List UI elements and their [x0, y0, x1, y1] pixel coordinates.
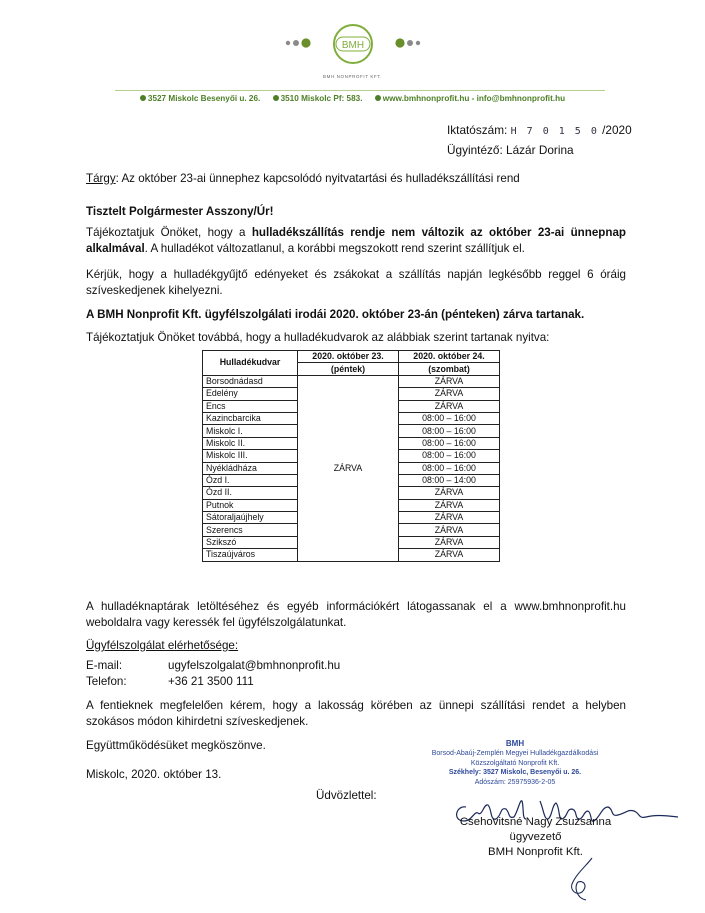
phone-label: Telefon: — [86, 675, 127, 688]
yard-name: Miskolc III. — [203, 450, 298, 462]
yard-name: Encs — [203, 400, 298, 412]
yard-name: Borsodnádasd — [203, 375, 298, 387]
document-meta — [447, 121, 632, 159]
yard-name: Szerencs — [203, 524, 298, 536]
header-contacts — [0, 94, 705, 103]
phone-value: +36 21 3500 111 — [168, 675, 254, 688]
saturday-hours: ZÁRVA — [399, 549, 500, 561]
subject-label: Tárgy — [86, 172, 116, 185]
saturday-hours: 08:00 – 16:00 — [399, 462, 500, 474]
header-divider — [115, 90, 605, 91]
company-stamp — [400, 739, 630, 788]
yard-name: Tiszaújváros — [203, 549, 298, 561]
subject-text: : Az október 23-ai ünnephez kapcsolódó nyitvatartási és hulladékszállítási rend — [115, 172, 520, 185]
saturday-hours: 08:00 – 16:00 — [399, 425, 500, 437]
ref-label: Iktatószám: — [447, 123, 508, 137]
service-heading-text: Ügyfélszolgálat elérhetősége: — [86, 639, 239, 652]
ref-number-handwritten: H 7 0 1 5 0 — [510, 126, 599, 137]
clerk-label: Ügyintéző: — [447, 143, 503, 157]
saturday-hours: ZÁRVA — [399, 388, 500, 400]
logo-text: BMH — [341, 40, 365, 51]
paragraph-office-closed: A BMH Nonprofit Kft. ügyfélszolgálati irodái 2020. október 23-án (pénteken) zárva tartanak. — [86, 308, 585, 321]
col-header-fri: 2020. október 23. — [298, 351, 399, 363]
contact-pobox: 3510 Miskolc Pf: 583. — [280, 94, 363, 103]
greeting: Üdvözlettel: — [316, 789, 377, 802]
yard-name: Sátoraljaújhely — [203, 512, 298, 524]
signatory-name: Csehovitsné Nagy Zsuzsanna — [459, 816, 612, 828]
stamp-line: Adószám: 25975936-2-05 — [474, 779, 556, 787]
stamp-line: Borsod-Abaúj-Zemplén Megyei Hulladékgazdálkodási — [431, 749, 599, 757]
service-heading — [86, 638, 626, 654]
email-label: E-mail: — [86, 659, 123, 672]
saturday-hours: 08:00 – 16:00 — [399, 437, 500, 449]
saturday-hours: ZÁRVA — [399, 375, 500, 387]
email-value[interactable]: ugyfelszolgalat@bmhnonprofit.hu — [168, 659, 341, 672]
paragraph-containers: Kérjük, hogy a hulladékgyűjtő edényeket és zsákokat a szállítás napján legkésőbb reggel 6 óráig szíveskedjenek kihelyezni. — [86, 268, 626, 297]
saturday-hours: 08:00 – 14:00 — [399, 474, 500, 486]
saturday-hours: 08:00 – 16:00 — [399, 412, 500, 424]
place-date: Miskolc, 2020. október 13. — [86, 768, 222, 781]
saturday-hours: ZÁRVA — [399, 512, 500, 524]
yard-name: Szikszó — [203, 536, 298, 548]
yard-name: Ózd II. — [203, 487, 298, 499]
clerk-name: Lázár Dorina — [506, 143, 574, 157]
signatory-block — [448, 815, 623, 860]
stamp-line: Közszolgáltató Nonprofit Kft. — [470, 759, 560, 767]
para1-post: . A hulladékot változatlanul, a korábbi megszokott rend szerint szállítjuk el. — [144, 241, 525, 255]
bullet-icon — [375, 95, 381, 101]
subject-line — [86, 171, 626, 187]
yard-name: Putnok — [203, 499, 298, 511]
logo-subtitle: BMH NONPROFIT KFT. — [323, 74, 382, 79]
thanks-line: Együttműködésüket megköszönve. — [86, 739, 266, 752]
bullet-icon — [140, 95, 146, 101]
ref-year: /2020 — [602, 123, 632, 137]
para1-bold: hulladékszállítás rendje nem változik az október 23-ai ünnepnap alkalmával — [86, 226, 626, 255]
table-row — [203, 375, 500, 387]
col-header-fri-day: (péntek) — [298, 363, 399, 375]
col-header-sat: 2020. október 24. — [399, 351, 500, 363]
stamp-line: BMH — [505, 739, 525, 748]
friday-status: ZÁRVA — [298, 375, 399, 561]
yard-name: Miskolc II. — [203, 437, 298, 449]
yard-name: Nyékládháza — [203, 462, 298, 474]
yard-name: Ózd I. — [203, 474, 298, 486]
signatory-title: ügyvezető — [509, 831, 562, 843]
service-contacts — [86, 658, 340, 690]
paragraph-request: A fentieknek megfelelően kérem, hogy a lakosság körében az ünnepi szállítási rendet a helyben szokásos módon kihirdetni szíveskedjenek. — [86, 699, 626, 728]
paragraph-website: A hulladéknaptárak letöltéséhez és egyéb információkért látogassanak el a www.bmhnonprofit.hu weboldalra vagy keressék fel ügyfélszolgálatunkat. — [86, 600, 626, 629]
paragraph-collection — [86, 225, 626, 256]
company-logo — [280, 22, 426, 80]
col-header-sat-day: (szombat) — [399, 363, 500, 375]
saturday-hours: ZÁRVA — [399, 487, 500, 499]
para1-pre: Tájékoztatjuk Önöket, hogy a — [86, 226, 252, 239]
stamp-line: Székhely: 3527 Miskolc, Besenyői u. 26. — [448, 769, 582, 777]
col-header-yard: Hulladékudvar — [203, 351, 298, 376]
yard-name: Edelény — [203, 388, 298, 400]
saturday-hours: ZÁRVA — [399, 499, 500, 511]
contact-web-email: www.bmhnonprofit.hu - info@bmhnonprofit.hu — [382, 94, 566, 103]
contact-address: 3527 Miskolc Besenyői u. 26. — [147, 94, 261, 103]
yard-name: Miskolc I. — [203, 425, 298, 437]
bullet-icon — [273, 95, 279, 101]
table-header-row — [203, 351, 500, 363]
saturday-hours: ZÁRVA — [399, 536, 500, 548]
signatory-company: BMH Nonprofit Kft. — [488, 846, 583, 858]
initials-scribble — [566, 856, 596, 902]
saturday-hours: 08:00 – 16:00 — [399, 450, 500, 462]
yard-name: Kazincbarcika — [203, 412, 298, 424]
paragraph-yards-intro: Tájékoztatjuk Önöket továbbá, hogy a hulladékudvarok az alábbiak szerint tartanak nyitva: — [86, 331, 550, 344]
saturday-hours: ZÁRVA — [399, 524, 500, 536]
waste-yard-table — [202, 350, 500, 562]
salutation: Tisztelt Polgármester Asszony/Úr! — [86, 205, 274, 218]
saturday-hours: ZÁRVA — [399, 400, 500, 412]
